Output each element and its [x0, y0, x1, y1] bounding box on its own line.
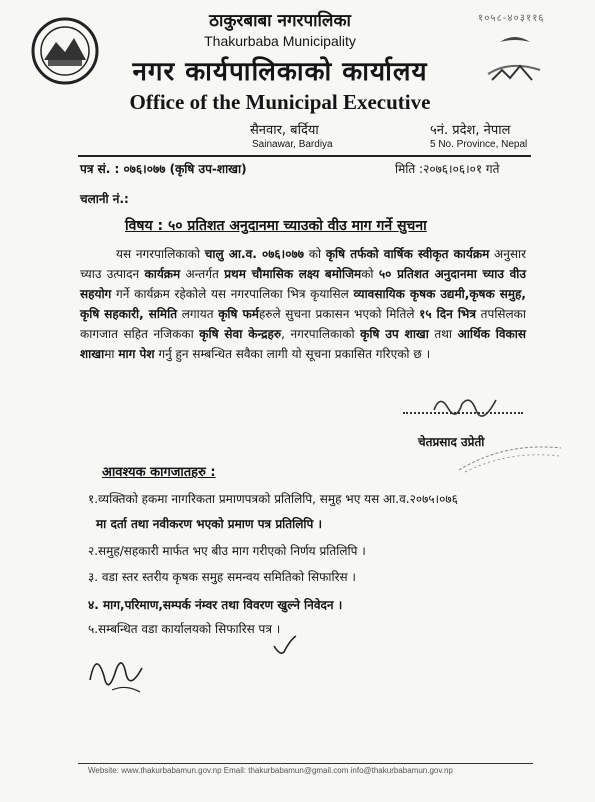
paragraph-run: प्रथम चौमासिक लक्ष्य बमोजिम: [224, 267, 362, 281]
paragraph-run: मा: [104, 347, 119, 361]
paragraph-run: तथा: [428, 327, 458, 341]
visit-nepal-logo: [480, 30, 550, 90]
paragraph-run: अनुसार च्याउ उत्पादन: [80, 247, 527, 281]
letter-date: मिति :२०७६।०६।०१ गते: [395, 162, 500, 176]
paragraph-run: , नगरपालिकाको: [281, 327, 361, 341]
province-en: 5 No. Province, Nepal: [430, 139, 528, 150]
province-np: ५नं. प्रदेश, नेपाल: [430, 123, 511, 138]
signature-mark: [430, 390, 500, 420]
document-item-2: २.समुह/सहकारी मार्फत भए बीउ माग गरीएको निर्णय प्रतिलिपि ।: [88, 544, 366, 558]
signature-line: [403, 410, 523, 414]
document-item-3: ३. वडा स्तर स्तरीय कृषक समुह समन्वय समितिको सिफारिस ।: [88, 570, 356, 584]
document-item-5: ५.सम्बन्धित वडा कार्यालयको सिफारिस पत्र ।: [88, 622, 281, 636]
paragraph-run: को: [361, 267, 379, 281]
paragraph-run: कृषि तर्फको वार्षिक स्वीकृत कार्यक्रम: [325, 247, 490, 261]
paragraph-run: गर्ने कार्यक्रम रहेकोले यस नगरपालिका भित्र कृयासिल: [111, 287, 354, 301]
paragraph-run: लगायत: [177, 307, 219, 321]
reference-stamp: १०५८-४०३११६: [478, 13, 545, 24]
letter-reference: पत्र सं. : ०७६।०७७ (कृषि उप-शाखा): [80, 162, 247, 176]
municipality-name-np: ठाकुरबाबा नगरपालिका: [209, 11, 351, 31]
document-item-1: १.व्यक्तिको हकमा नागरिकता प्रमाणपत्रको प्रतिलिपि, समुह भए यस आ.व.२०७५।०७६: [88, 492, 458, 506]
paragraph-run: तपसिलका कागजात सहित नजिकका: [80, 307, 527, 341]
paragraph-run: कृषि उप शाखा: [360, 327, 429, 341]
document-item-4: ४. माग,परिमाण,सम्पर्क नंम्वर तथा विवरण खुल्ने निवेदन ।: [88, 598, 343, 612]
document-item-1-continued: मा दर्ता तथा नवीकरण भएको प्रमाण पत्र प्रतिलिपि ।: [96, 517, 322, 531]
paragraph-run: कार्यक्रम: [144, 267, 181, 281]
handwritten-signature: [82, 640, 152, 710]
dispatch-number: चलानी नं.:: [80, 192, 129, 206]
paragraph-run: चालु आ.व. ०७६।०७७: [204, 247, 304, 261]
official-seal-stamp: [455, 440, 565, 474]
municipality-emblem: [30, 16, 100, 86]
tick-mark: [270, 632, 300, 662]
signer-name: चेतप्रसाद उप्रेती: [418, 435, 485, 449]
notice-paragraph: [80, 244, 526, 364]
location-np: सैनवार, बर्दिया: [250, 123, 319, 138]
paragraph-run: आर्थिक विकास शाखा: [80, 327, 526, 361]
paragraph-run: गर्नु हुन सम्बन्धित सवैका लागी यो सूचना प्रकासित गरिएको छ ।: [154, 347, 431, 361]
location-en: Sainawar, Bardiya: [252, 139, 333, 150]
paragraph-run: हरुले सुचना प्रकासन भएको मितिले: [258, 307, 420, 321]
office-title-en: Office of the Municipal Executive: [129, 90, 431, 114]
municipality-name-en: Thakurbaba Municipality: [204, 33, 356, 49]
paragraph-run: को: [303, 247, 326, 261]
office-title-np: नगर कार्यपालिकाको कार्यालय: [132, 57, 428, 87]
footer-divider: [78, 763, 533, 764]
paragraph-run: १५ दिन भित्र: [419, 307, 476, 321]
paragraph-run: अन्तर्गत: [180, 267, 225, 281]
paragraph-run: ५० प्रतिशत अनुदानमा च्याउ वीउ सहयोग: [80, 267, 526, 301]
paragraph-run: कृषि फर्म: [218, 307, 259, 321]
paragraph-run: माग पेश: [118, 347, 155, 361]
paragraph-run: यस नगरपालिकाको: [116, 247, 205, 261]
footer-contact: Website: www.thakurbabamun.gov.np Email: thakurbabamun@gmail.com info@thakurbabamun.gov.np: [88, 766, 453, 775]
header-divider: [78, 155, 531, 157]
letter-subject: विषय : ५० प्रतिशत अनुदानमा च्याउको वीउ माग गर्ने सुचना: [125, 218, 427, 234]
paragraph-run: व्यावसायिक कृषक उद्यमी,कृषक समुह, कृषि सहकारी, समिति: [80, 287, 526, 321]
paragraph-run: कृषि सेवा केन्द्रहरु: [199, 327, 282, 341]
required-documents-heading: आवश्यक कागजातहरु :: [102, 465, 216, 480]
